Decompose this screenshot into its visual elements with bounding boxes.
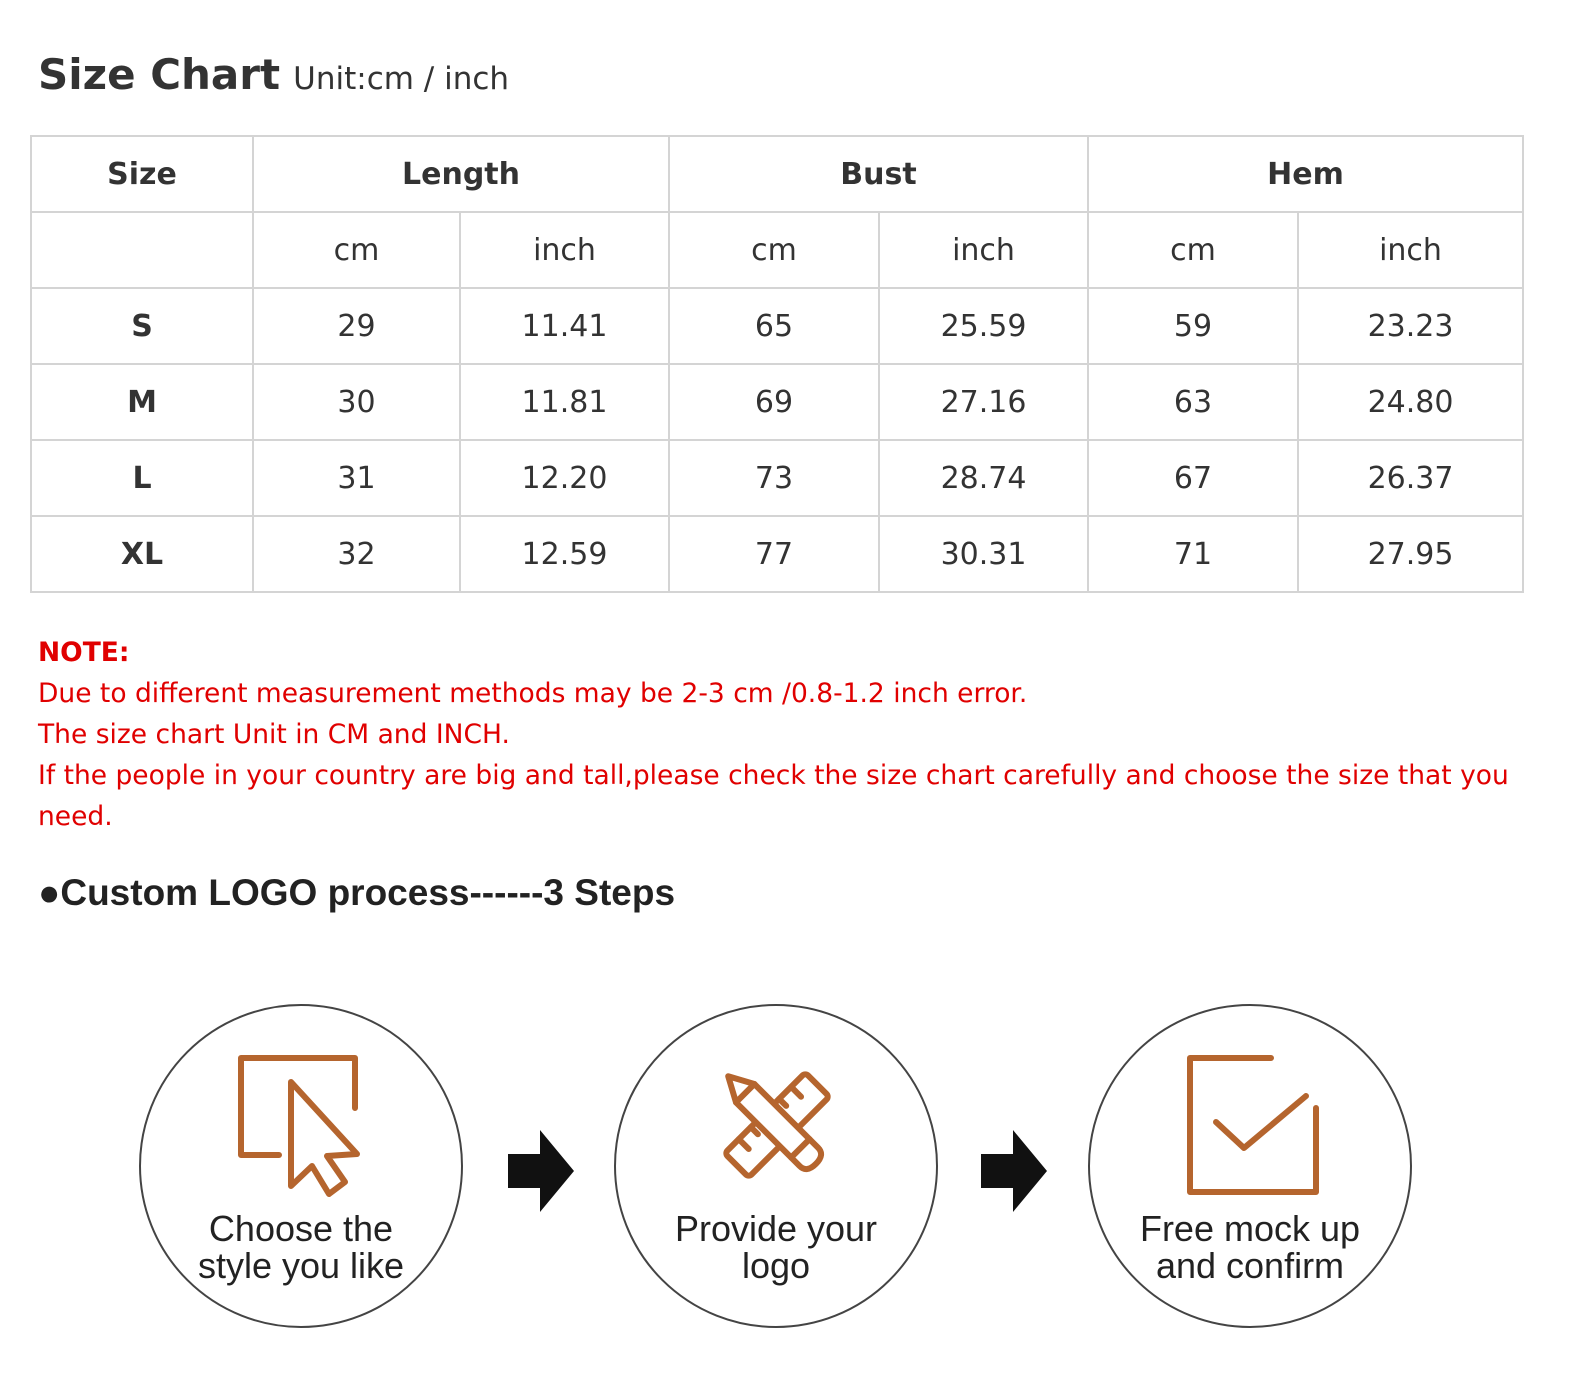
table-cell: 24.80	[1298, 364, 1523, 440]
unit-header-row	[31, 212, 1523, 288]
table-cell: 26.37	[1298, 440, 1523, 516]
step-3-circle	[1088, 1004, 1412, 1328]
table-cell: 11.81	[460, 364, 669, 440]
step-1-circle	[139, 1004, 463, 1328]
process-heading: ●Custom LOGO process------3 Steps	[38, 872, 676, 913]
size-label: XL	[31, 516, 253, 592]
table-cell: 25.59	[879, 288, 1088, 364]
table-cell: 77	[669, 516, 879, 592]
unit-header-cell: inch	[460, 212, 669, 288]
unit-header-cell: cm	[1088, 212, 1298, 288]
checkbox-icon	[1176, 1050, 1326, 1200]
arrow-right-icon	[506, 1126, 576, 1216]
table-row	[31, 440, 1523, 516]
table-cell: 32	[253, 516, 460, 592]
table-cell: 23.23	[1298, 288, 1523, 364]
pencil-ruler-icon	[702, 1050, 852, 1200]
arrow-right-icon	[979, 1126, 1049, 1216]
table-cell: 11.41	[460, 288, 669, 364]
size-chart-table	[30, 135, 1524, 593]
table-cell: 59	[1088, 288, 1298, 364]
table-cell: 28.74	[879, 440, 1088, 516]
note-block	[38, 632, 1538, 837]
size-label: S	[31, 288, 253, 364]
unit-header-cell: inch	[879, 212, 1088, 288]
table-row	[31, 288, 1523, 364]
table-cell: 69	[669, 364, 879, 440]
unit-header-cell: cm	[253, 212, 460, 288]
step-caption	[616, 1210, 936, 1284]
step-caption-line: and confirm	[1155, 1245, 1345, 1286]
table-cell: 12.59	[460, 516, 669, 592]
table-cell: 65	[669, 288, 879, 364]
table-cell: 27.16	[879, 364, 1088, 440]
size-label: M	[31, 364, 253, 440]
table-cell: 30	[253, 364, 460, 440]
unit-header-cell: cm	[669, 212, 879, 288]
step-caption-line: style you like	[197, 1245, 405, 1286]
header-size: Size	[31, 136, 253, 212]
unit-label: Unit:cm / inch	[293, 61, 510, 97]
table-header-row	[31, 136, 1523, 212]
step-caption-line: Choose the	[208, 1208, 394, 1249]
table-cell: 73	[669, 440, 879, 516]
note-line: If the people in your country are big and tall,please check the size chart carefully and choose the size that you need.	[38, 760, 1509, 832]
step-caption	[141, 1210, 461, 1284]
table-cell: 67	[1088, 440, 1298, 516]
cursor-click-icon	[227, 1050, 377, 1200]
header-hem: Hem	[1088, 136, 1523, 212]
step-caption	[1090, 1210, 1410, 1284]
unit-header-blank	[31, 212, 253, 288]
table-cell: 30.31	[879, 516, 1088, 592]
size-label: L	[31, 440, 253, 516]
step-2-circle	[614, 1004, 938, 1328]
unit-header-cell: inch	[1298, 212, 1523, 288]
size-chart-title-row	[38, 50, 509, 99]
table-cell: 63	[1088, 364, 1298, 440]
table-cell: 27.95	[1298, 516, 1523, 592]
header-length: Length	[253, 136, 669, 212]
note-line: Due to different measurement methods may be 2-3 cm /0.8-1.2 inch error.	[38, 678, 1028, 709]
step-caption-line: Provide your	[674, 1208, 878, 1249]
page-title: Size Chart	[38, 50, 281, 99]
step-caption-line: Free mock up	[1139, 1208, 1361, 1249]
table-cell: 29	[253, 288, 460, 364]
table-cell: 31	[253, 440, 460, 516]
table-cell: 12.20	[460, 440, 669, 516]
table-row	[31, 364, 1523, 440]
header-bust: Bust	[669, 136, 1088, 212]
table-cell: 71	[1088, 516, 1298, 592]
table-row	[31, 516, 1523, 592]
note-heading: NOTE:	[38, 637, 130, 668]
step-caption-line: logo	[741, 1245, 811, 1286]
note-line: The size chart Unit in CM and INCH.	[38, 719, 510, 750]
